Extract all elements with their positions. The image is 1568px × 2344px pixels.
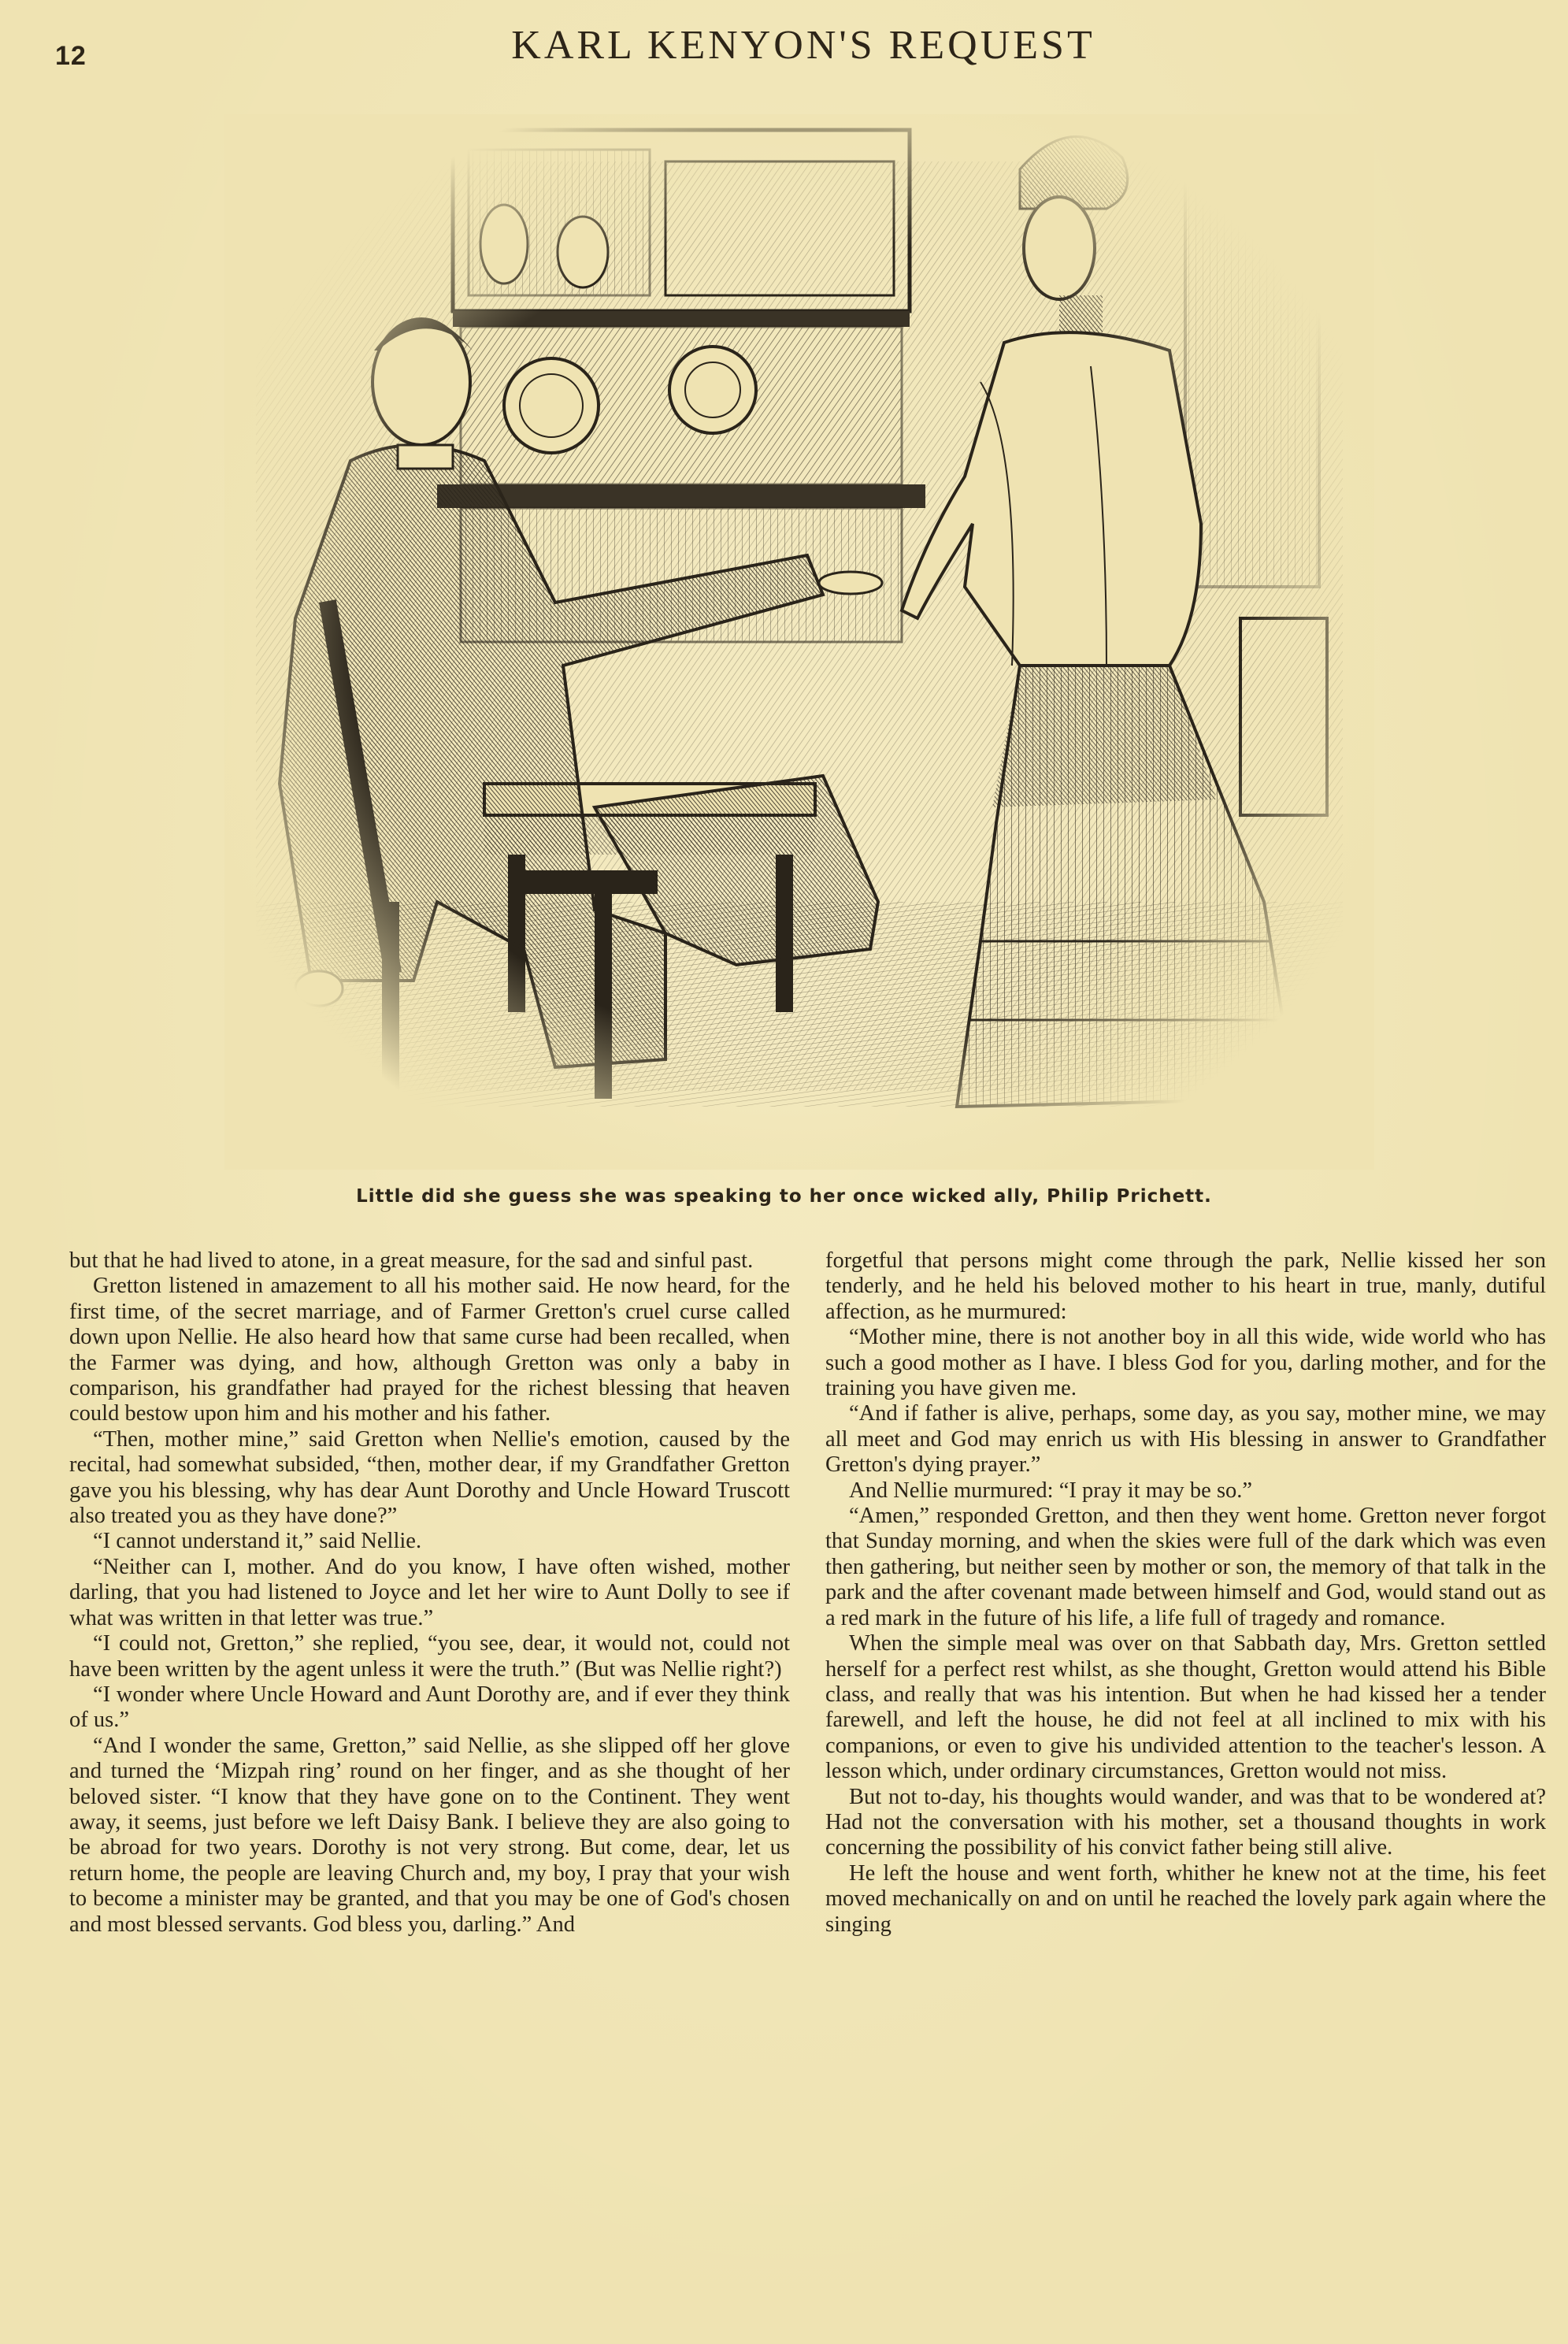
paragraph: “Amen,” responded Gretton, and then they went home. Gretton never forgot that Sunday morning, and when the skies were full of the dark which was even then gathering, but neither seen by mother or son, the memory of that talk in the park and the after covenant made between himself and God, would stand out as a red mark in the future of his life, a life full of tragedy and romance. — [825, 1504, 1546, 1630]
paragraph: But not to-day, his thoughts would wander, and was that to be wondered at? Had not the conversation with his mother, set a thousand thoughts in work concerning the possibility of his convict father being still alive. — [825, 1784, 1546, 1860]
paragraph: He left the house and went forth, whither he knew not at the time, his feet moved mechanically on and on until he reached the lovely park again where the singing — [825, 1860, 1546, 1937]
text-column-left — [69, 1248, 790, 1938]
paragraph: “I cannot understand it,” said Nellie. — [93, 1529, 422, 1554]
page-number: 12 — [55, 41, 87, 71]
paragraph: but that he had lived to atone, in a great measure, for the sad and sinful past. — [69, 1248, 754, 1273]
paragraph: forgetful that persons might come through the park, Nellie kissed her son tenderly, and he held his beloved mother to his heart in true, manly, dutiful affection, as he murmured: — [825, 1248, 1546, 1324]
paragraph: “And if father is alive, perhaps, some day, as you say, mother mine, we may all meet and God may enrich us with His blessing in answer to Grandfather Gretton's dying prayer.” — [825, 1401, 1546, 1478]
paragraph: “Mother mine, there is not another boy in all this wide, wide world who has such a good mother as I have. I bless God for you, darling mother, and for the training you have given me. — [825, 1325, 1546, 1401]
paragraph: Gretton listened in amazement to all his mother said. He now heard, for the first time, of the secret marriage, and of Farmer Gretton's cruel curse called down upon Nellie. He also heard how that same curse had been recalled, when the Farmer was dying, and how, although Gretton was only a baby in comparison, his grandfather had prayed for the richest blessing that heaven could bestow upon him and his mother and his father. — [69, 1274, 790, 1426]
paragraph: “I could not, Gretton,” she replied, “you see, dear, it would not, could not have been written by the agent unless it were the truth.” (But was Nellie right?) — [69, 1631, 790, 1682]
paragraph: “I wonder where Uncle Howard and Aunt Dorothy are, and if ever they think of us.” — [69, 1682, 790, 1733]
illustration-caption: Little did she guess she was speaking to her once wicked ally, Philip Prichett. — [356, 1186, 1212, 1207]
engraving-icon — [224, 114, 1374, 1170]
paragraph: When the simple meal was over on that Sabbath day, Mrs. Gretton settled herself for a perfect rest whilst, as she thought, Gretton would attend his Bible class, and really that was his intention. But when he had kissed her a tender farewell, and left the house, he did not feel at all inclined to mix with his companions, or even to give his undivided attention to the teacher's lesson. A lesson which, under ordinary circumstances, Gretton would not miss. — [825, 1631, 1546, 1784]
running-title: KARL KENYON'S REQUEST — [511, 23, 1095, 68]
text-column-right — [825, 1248, 1546, 1938]
illustration — [224, 114, 1374, 1170]
paragraph: “And I wonder the same, Gretton,” said Nellie, as she slipped off her glove and turned the ‘Mizpah ring’ round on her finger, and as she thought of her beloved sister. “I know that they have gone on to the Continent. They went away, it seems, just before we left Daisy Bank. I believe they are also going to be abroad for two years. Dorothy is not very strong. But come, dear, let us return home, the people are leaving Church and, my boy, I pray that your wish to become a minister may be granted, and that you may be one of God's chosen and most blessed servants. God bless you, darling.” And — [69, 1733, 790, 1937]
paragraph: “Neither can I, mother. And do you know, I have often wished, mother darling, that you had listened to Joyce and let her wire to Aunt Dolly to see if what was written in that letter was true.” — [69, 1554, 790, 1630]
paragraph: And Nellie murmured: “I pray it may be so.” — [849, 1478, 1253, 1503]
paragraph: “Then, mother mine,” said Gretton when Nellie's emotion, caused by the recital, had somewhat subsided, “then, mother dear, if my Grandfather Gretton gave you his blessing, why has dear Aunt Dorothy and Uncle Howard Truscott also treated you as they have done?” — [69, 1426, 790, 1529]
